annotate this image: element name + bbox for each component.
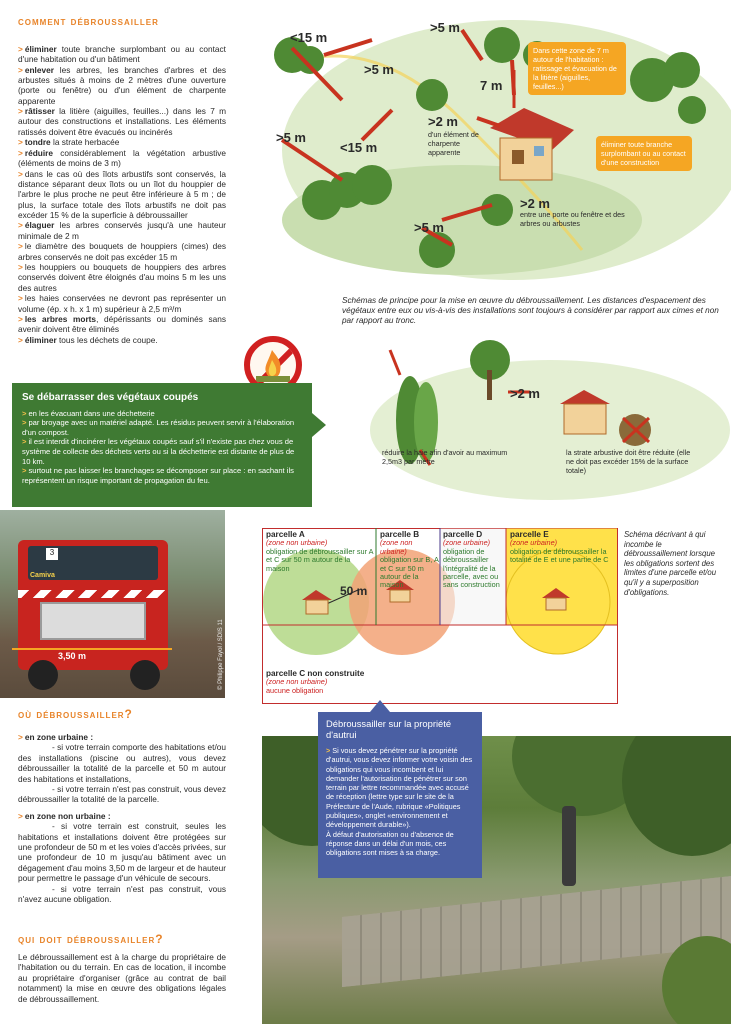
parcel-a-label: parcelle A (zone non urbaine) obligation de débroussailler sur A et C sur 50 m autour de la maison — [266, 530, 374, 573]
how-bullet-item: > le diamètre des bouquets de houppiers (cimes) des arbres conservés ne doit pas excéder 15 m — [18, 241, 226, 262]
distance-label: >5 m — [276, 130, 306, 145]
urban-zone-title: > en zone urbaine : — [18, 732, 94, 742]
section-heading-how: comment débroussailler — [18, 14, 159, 28]
urban-zone-text: - si votre terrain comporte des habitations et/ou des installations (piscine ou autres), vous devez débroussailler la totalité de la parcelle et 50 m autour des habitations et installations, — [18, 742, 226, 784]
how-bullet-item: > les haies conservées ne devront pas représenter un volume (ép. x h. x 1 m) supérieur à 2,5 m³/m — [18, 293, 226, 314]
disposal-item: > en les évacuant dans une déchetterie — [22, 408, 155, 418]
distance-label: <15 m — [290, 30, 328, 45]
how-bullet-item: > râtisser la litière (aiguilles, feuilles...) dans les 7 m autour des constructions et installations. Les éléments ratissés doivent être évacués ou incinérés — [18, 106, 226, 137]
disposal-item: > surtout ne pas laisser les branchages se décomposer sur place : en sachant ils représentent un risque important de propagation du feu. — [22, 466, 294, 485]
radius-label: 50 m — [340, 584, 368, 598]
hedge-caption: réduire la haie afin d'avoir au maximum 2,5m3 par mètre — [382, 448, 508, 466]
nonurban-zone-title: > en zone non urbaine : — [18, 810, 111, 821]
distance-desc: d'un élément de charpente apparente — [428, 130, 479, 157]
disposal-item: > par broyage avec un matériel adapté. Les résidus peuvent servir à l'élaboration d'un compost. — [22, 418, 295, 437]
who-text: Le débroussaillement est à la charge du propriétaire de l'habitation ou du terrain. En cas de location, il incombe au propriétaire d'organiser (grâce au contrat de bail notamment) la mise en œuvre des obligations légales de débroussaillement. — [18, 952, 226, 1004]
urban-zone-text: - si votre terrain n'est pas construit, vous devez débroussailler la totalité de la parcelle. — [18, 784, 226, 805]
distance-label: >2 m — [428, 114, 458, 129]
width-dimension-label: 3,50 m — [58, 651, 87, 661]
litter-zone-note: Dans cette zone de 7 m autour de l'habitation : ratissage et évacuation de la litière (aiguilles, feuilles...) — [528, 42, 626, 95]
disposal-item: > il est interdit d'incinérer les végétaux coupés sauf s'il n'existe pas chez vous de système de collecte des déchets verts ou si la déchetterie est distante de plus de 10 km. — [22, 437, 295, 466]
section-heading-who: qui doit débroussailler? — [18, 932, 164, 946]
distance-label: >2 m — [520, 196, 550, 211]
parcel-d-label: parcelle D (zone urbaine) obligation de débroussailler l'intégralité de la parcelle, avec ou sans construction — [443, 530, 500, 590]
width-dimension-line — [12, 648, 172, 650]
where-text — [18, 728, 226, 905]
neighbor-box-text: À défaut d'autorisation ou d'absence de réponse dans un délai d'un mois, ces obligations sont mises à sa charge. — [326, 829, 454, 858]
distance-desc: entre une porte ou fenêtre et des arbres ou arbustes — [520, 210, 625, 228]
disposal-box-title: Se débarrasser des végétaux coupés — [22, 392, 199, 403]
how-bullet-item: > les houppiers ou bouquets de houppiers des arbres conservés doivent être éloignés d'au moins 5 m les uns des autres — [18, 262, 226, 293]
truck-plate: 3 — [46, 548, 58, 560]
diagram-caption: Schémas de principe pour la mise en œuvre du débroussaillement. Les distances d'espacement des végétaux entre eux ou vis-à-vis des installations sont toujours à considérer par rapport aux cimes et non par rapport au tronc. — [342, 296, 719, 325]
branch-note: éliminer toute branche surplombant ou au contact d'une construction — [596, 136, 692, 171]
how-bullet-item: > tondre la strate herbacée — [18, 137, 120, 148]
parcel-e-label: parcelle E (zone urbaine) obligation de débroussailler la totalité de E et une partie de C — [510, 530, 609, 565]
distance-label: >5 m — [414, 220, 444, 235]
how-bullet-item: > éliminer toute branche surplombant ou au contact d'une habitation ou d'un bâtiment — [18, 44, 226, 65]
distance-label: >2 m — [510, 386, 540, 401]
distance-label: >5 m — [364, 62, 394, 77]
photo-credit: © Philippe Fayol / SDIS 11 — [218, 619, 224, 690]
parcel-b-label: parcelle B (zone non urbaine) obligation sur B, A et C sur 50 m autour de la maison — [380, 530, 439, 590]
distance-label: <15 m — [340, 140, 378, 155]
how-bullet-item: > réduire considérablement la végétation arbustive (éléments de moins de 3 m) — [18, 148, 226, 169]
neighbor-box-text: > Si vous devez pénétrer sur la propriété d'autrui, vous devez informer votre voisin des obligations qui vous incombent et lui demander l'autorisation de pénétrer sur son terrain par lettre recommandée avec accusé de réception (lettre type sur le site de la Préfecture de l'Aude, rubrique «Politiques publiques», onglet «environnement et développement durable»). — [326, 746, 473, 830]
fire-truck-photo — [0, 510, 225, 698]
neighbor-property-info-box — [318, 712, 482, 878]
parcel-c-label: parcelle C non construite (zone non urbaine) aucune obligation — [266, 669, 365, 695]
how-bullet-item: > les arbres morts, dépérissants ou dominés sans avenir doivent être éliminés — [18, 314, 226, 335]
how-bullet-item: > dans le cas où des îlots arbustifs sont conservés, la distance séparant deux îlots ou un îlot du houppier de l'arbre le plus proche ne peut être inférieure à 5 m ; de plus, la surface totale des îlots arbustifs ne doit pas excéder 15 % de la superficie à débroussailler — [18, 168, 226, 220]
how-bullet-item: > élaguer les arbres conservés jusqu'à une hauteur minimale de 2 m — [18, 220, 226, 241]
shrub-caption: la strate arbustive doit être réduite (elle ne doit pas excéder 15% de la surface totale) — [566, 448, 691, 475]
distance-label: >5 m — [430, 20, 460, 35]
how-bullet-item: > enlever les arbres, les branches d'arbres et des arbustes situés à moins de 2 mètres d'une ouverture (porte ou fenêtre) ou d'un élément de charpente apparente — [18, 64, 226, 106]
nonurban-zone-text: - si votre terrain est construit, seules les habitations et installations doivent être protégées sur une profondeur de 50 m et les voies d'accès privées, sur une profondeur de 10 m jusqu'au bâtiment avec un dégagement d'au moins 3,50 m de largeur et de hauteur pour permettre le passage d'un véhicule de secours. — [18, 821, 226, 884]
how-bullet-list — [18, 44, 226, 346]
how-bullet-item: > éliminer tous les déchets de coupe. — [18, 335, 158, 346]
truck-brand: Camiva — [30, 572, 55, 579]
section-heading-where: où débroussailler? — [18, 707, 133, 721]
disposal-info-box — [12, 383, 312, 507]
nonurban-zone-text: - si votre terrain n'est pas construit, vous n'avez aucune obligation. — [18, 883, 226, 905]
neighbor-box-title: Débroussailler sur la propriété d'autrui — [326, 718, 452, 740]
parcel-schema-note: Schéma décrivant à qui incombe le débroussaillement lorsque les obligations sortent des limites d'une parcelle et/ou qu'il y a superposition d'obligations. — [624, 530, 717, 597]
distance-label: 7 m — [480, 78, 503, 93]
